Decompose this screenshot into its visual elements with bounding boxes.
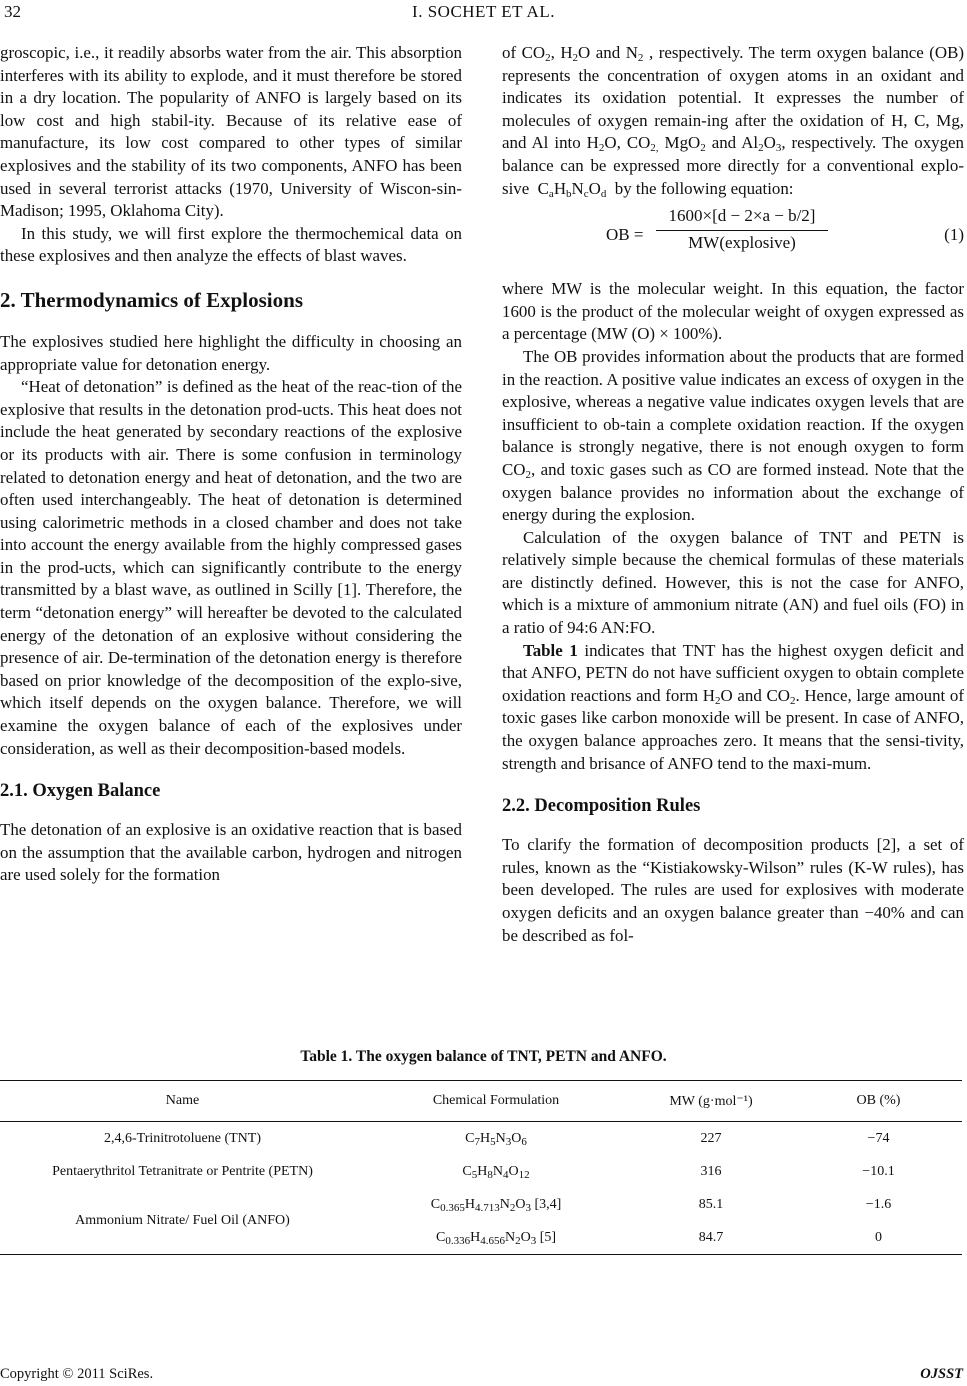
page-header [0, 0, 967, 30]
equation-denominator: MW(explosive) [688, 233, 796, 253]
equation-fraction [652, 204, 832, 255]
cell-ob: −10.1 [862, 1163, 895, 1179]
equation-lhs: OB = [606, 225, 644, 245]
cell-mw: 85.1 [698, 1196, 724, 1212]
cell-mw: 316 [700, 1163, 722, 1179]
table-caption: Table 1. The oxygen balance of TNT, PETN and ANFO. [300, 1048, 667, 1065]
table-row [0, 1122, 962, 1156]
paragraph: The explosives studied here highlight the difficulty in choosing an appropriate value for detonation energy. [0, 331, 462, 374]
subsection-heading: 2.1. Oxygen Balance [0, 781, 161, 802]
oxygen-balance-table [0, 1080, 962, 1255]
paragraph: The detonation of an explosive is an oxidative reaction that is based on the assumption that the available carbon, hydrogen and nitrogen are used solely for the formation [0, 820, 462, 885]
right-column [502, 42, 964, 947]
subsection-heading: 2.2. Decomposition Rules [502, 796, 701, 817]
cell-mw: 227 [700, 1130, 722, 1146]
cell-ob: −74 [867, 1130, 890, 1146]
cell-name: Pentaerythritol Tetranitrate or Pentrite (PETN) [52, 1163, 313, 1179]
page-number: 32 [4, 2, 21, 21]
paragraph: “Heat of detonation” is defined as the heat of the reac-tion of the explosive that results in the detonation prod-ucts. This heat does not include the heat generated by secondary reactions of the explosive or its products with air. There is some confusion in terminology related to detonation energy and heat of detonation, and the two are often used interchangeably. The heat of detonation is determined using calorimetric methods in a closed chamber and does not take into account the energy available from the highly compressed gases in the prod-ucts, which can significantly contribute to the energy transmitted by a blast wave, as outlined in Scilly [1]. Therefore, the term “detonation energy” will hereafter be devoted to the calculated energy of the detonation of an explosive without considering the presence of air. De-termination of the detonation energy is therefore based on prior knowledge of the decomposition of the explo-sive, which itself depends on the oxygen balance. Therefore, we will examine the oxygen balance of each of the explosives under consideration, as well as their decomposition-based models. [0, 377, 462, 758]
table-row [0, 1155, 962, 1188]
cell-mw: 84.7 [627, 1221, 795, 1255]
paragraph: In this study, we will first explore the thermochemical data on these explosives and then analyze the effects of blast waves. [0, 223, 462, 266]
journal-name: OJSST [920, 1366, 963, 1382]
column-header: Chemical Formulation [365, 1081, 627, 1122]
table-1 [0, 1048, 967, 1255]
cell-formula: $C_{0.336}H_{4.656}N_2O_3$ [5] [365, 1221, 627, 1255]
paragraph: Calculation of the oxygen balance of TNT and PETN is relatively simple because the chemical formulas of these materials are distinctly defined. However, this is not the case for ANFO, which is a mixture of ammonium nitrate (AN) and fuel oils (FO) in a ratio of 94:6 AN:FO. [502, 527, 964, 638]
section-heading: 2. Thermodynamics of Explosions [0, 287, 303, 312]
cell-ob: −1.6 [865, 1196, 892, 1212]
column-header: MW (g·mol⁻¹) [627, 1081, 795, 1122]
equation-1 [502, 204, 964, 268]
paragraph: Table 1 indicates that TNT has the highest oxygen deficit and that ANFO, PETN do not have sufficient oxygen to obtain complete oxidation reactions and form $H_2O$ and $CO_2$. Hence, large amount of toxic gases like carbon monoxide will be present. In case of ANFO, the oxygen balance approaches zero. It means that the sensi-tivity, strength and brisance of ANFO tend to the maxi-mum. [502, 640, 964, 773]
column-header: OB (%) [795, 1081, 962, 1122]
table-row [0, 1188, 962, 1221]
cell-formula: $C_{0.365}H_{4.713}N_2O_3$ [3,4] [430, 1196, 562, 1214]
cell-formula: $C_5H_8N_4O_{12}$ [462, 1163, 530, 1181]
paragraph: To clarify the formation of decomposition products [2], a set of rules, known as the “Kistiakowsky-Wilson” rules (K-W rules), has been developed. The rules are used for explosives with moderate oxygen deficits and an oxygen balance greater than −40% and can be described as fol- [502, 835, 964, 945]
paragraph: groscopic, i.e., it readily absorbs water from the air. This absorption interferes with its ability to explode, and it must therefore be stored in a dry location. The popularity of ANFO is largely based on its low cost and high stabil-ity. Because of its relative ease of manufacture, its low cost compared to other types of similar explosives and the stability of its two components, ANFO has been used in several terrorist attacks (1970, University of Wiscon-sin-Madison; 1995, Oklahoma City). [0, 43, 462, 221]
equation-number: (1) [944, 225, 964, 245]
paragraph: of $CO_2$, $H_2O$ and $N_2$ , respectively. The term oxygen balance (OB) represents the concentration of oxygen atoms in an oxidant and indicates its oxidation potential. It expresses the number of molecules of oxygen remain-ing after the oxidation of H, C, Mg, and Al into $H_2O$, $CO_{2,}$ MgO$_2$ and $Al_2O_3$, respectively. The oxygen balance can be expressed more directly for a conventional explo-sive $C_aH_bN_cO_d$ by the following equation: [502, 43, 965, 200]
cell-formula: $C_7H_5N_3O_6$ [465, 1130, 527, 1148]
running-title: I. SOCHET ET AL. [412, 2, 555, 21]
copyright-text: Copyright © 2011 SciRes. [0, 1366, 154, 1382]
paragraph: where MW is the molecular weight. In this equation, the factor 1600 is the product of the molecular weight of oxygen expressed as a percentage (MW (O) × 100%). [502, 279, 964, 344]
cell-name: Ammonium Nitrate/ Fuel Oil (ANFO) [0, 1188, 365, 1255]
paragraph: The OB provides information about the products that are formed in the reaction. A positive value indicates an excess of oxygen in the explosive, whereas a negative value indicates oxygen levels that are insufficient to ob-tain a complete oxidation reaction. If the oxygen balance is strongly negative, there is not enough oxygen to form $CO_2$, and toxic gases such as CO are formed instead. Note that the oxygen balance provides no information about the exchange of energy during the explosion. [502, 346, 964, 525]
column-header: Name [0, 1081, 365, 1122]
cell-name: 2,4,6-Trinitrotoluene (TNT) [104, 1130, 261, 1146]
equation-numerator: 1600×[d − 2×a − b/2] [668, 206, 816, 226]
left-column [0, 42, 462, 887]
cell-ob: 0 [795, 1221, 962, 1255]
